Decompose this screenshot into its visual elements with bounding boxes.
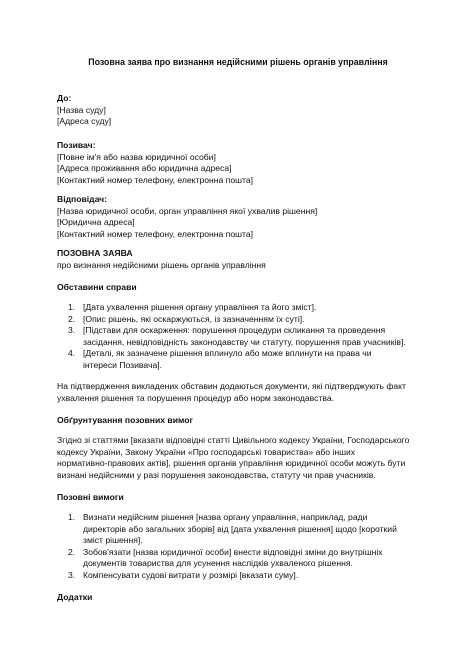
plaintiff-name: [Повне ім'я або назва юридичної особи] [57,151,216,162]
defendant-contacts: [Контактний номер телефону, електронна пошта] [57,228,254,239]
circumstances-heading: Обставини справи [57,282,137,292]
attachments-section [57,592,419,604]
plaintiff-heading: Позивач: [57,140,96,150]
court-heading: До: [57,93,72,103]
list-item-text: [Опис рішень, які оскаржуються, із зазначенням їх суті]. [83,313,305,324]
list-item-number: 4. [68,348,76,359]
demands-heading-block [57,492,419,504]
note-line: На підтвердження викладених обставин додаються документи, які підтверджують факт [57,381,406,391]
circumstances-heading-block [57,282,419,294]
justification-heading: Обґрунтування позовних вимог [57,415,194,425]
list-item-number: 3. [68,569,76,580]
list-item [57,325,419,348]
list-item-number: 1. [68,512,76,522]
claim-section [57,248,419,271]
attachments-heading: Додатки [57,592,93,602]
demands-list [57,512,419,582]
claim-heading: ПОЗОВНА ЗАЯВА [57,248,133,258]
list-item-text: Визнати недійсним рішення [назва органу управління, наприклад, ради [83,512,368,522]
list-item [57,302,419,314]
circumstances-list [57,302,419,372]
list-item-text: Зобов'язати [назва юридичної особи] внести відповідні зміни до внутрішніх [83,546,383,557]
defendant-section [57,194,419,240]
list-item [57,570,419,582]
defendant-heading: Відповідач: [57,194,108,204]
list-item-number: 2. [68,546,76,557]
circumstances-note [57,381,419,404]
paragraph-line: визнані недійсними у разі порушення законодавства, статуту чи прав учасників. [57,469,376,480]
list-item-text: інтереси Позивача]. [83,359,163,370]
claim-subheading: про визнання недійсними рішень органів управління [57,259,266,270]
plaintiff-address: [Адреса проживання або юридична адреса] [57,163,232,174]
list-item-text: [Підстави для оскарження: порушення процедури скликання та проведення [83,325,386,336]
court-section [57,93,419,128]
paragraph-line: нормативно-правових актів], рішення органів управління юридичної особи можуть бути [57,458,406,469]
note-line: ухвалення рішення та порушення процедур або норм законодавства. [57,392,334,403]
list-item-text: документів товариства для усунення наслідків ухваленого рішення. [83,558,353,569]
document-title: Позовна заява про визнання недійсними рішень органів управління [88,57,388,67]
list-item-number: 3. [68,325,76,336]
plaintiff-contacts: [Контактний номер телефону, електронна пошта] [57,174,254,185]
list-item [57,547,419,570]
list-item [57,348,419,371]
list-item-number: 1. [68,302,76,312]
defendant-address: [Юридична адреса] [57,217,135,228]
demands-heading: Позовні вимоги [57,492,124,502]
justification-heading-block [57,415,419,427]
justification-text [57,435,419,481]
plaintiff-section [57,140,419,186]
defendant-name: [Назва юридичної особи, орган управління якої ухвалив рішення] [57,205,318,216]
court-name: [Назва суду] [57,104,106,115]
list-item-text: директорів або загальних зборів] від [дата ухвалення рішення] щодо [короткий [83,523,397,534]
list-item-text: засідання, невідповідність законодавству чи статуту, порушення прав учасників]. [83,336,406,347]
list-item-text: [Дата ухвалення рішення органу управління та його зміст]. [83,302,317,312]
list-item [57,314,419,326]
list-item-text: Компенсувати судові витрати у розмірі [вказати суму]. [83,569,299,580]
list-item-text: [Деталі, як зазначене рішення вплинуло або може вплинути на права чи [83,348,372,359]
court-address: [Адреса суду] [57,116,112,127]
list-item-text: зміст рішення]. [83,535,143,546]
list-item-number: 2. [68,313,76,324]
paragraph-line: Згідно зі статтями [вказати відповідні статті Цивільного кодексу України, Господарського [57,435,410,445]
list-item [57,512,419,547]
paragraph-line: кодексу України, Закону України «Про господарські товариства» або інших [57,446,356,457]
